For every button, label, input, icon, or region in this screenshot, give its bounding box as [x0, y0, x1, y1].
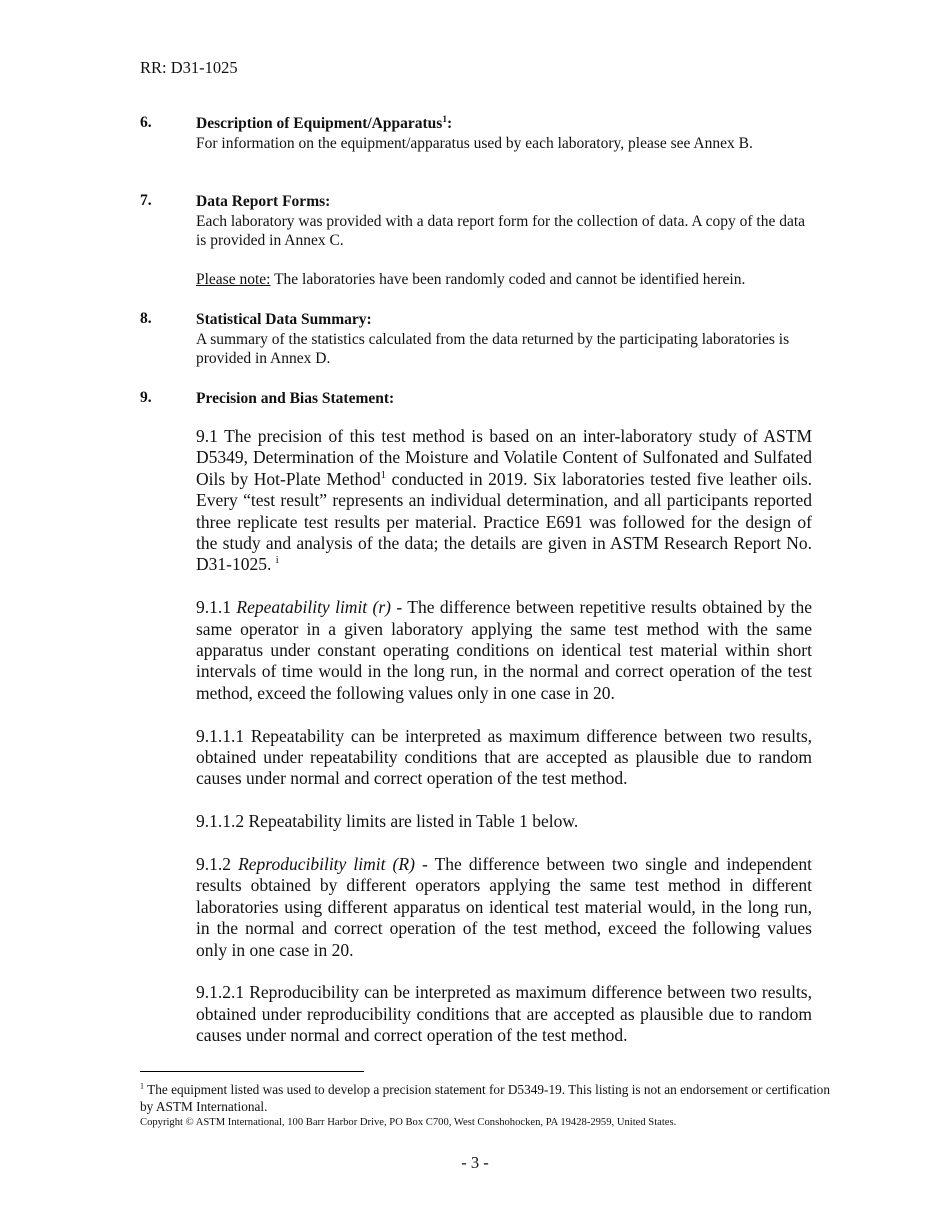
section-6: [140, 114, 812, 153]
section-body: Each laboratory was provided with a data report form for the collection of data. A copy of the data is provided in Annex C.: [196, 212, 806, 249]
paragraph-9-1-2: 9.1.2 Reproducibility limit (R) - The difference between two single and independent results obtained by different operators applying the same test method in different laboratories using different apparatus on identical test material would, in the long run, in the normal and correct operation of the test method, exceed the following values only in one case in 20.: [196, 854, 813, 960]
paragraph-9-1: 9.1 The precision of this test method is based on an inter-laboratory study of ASTM D5349, Determination of the Moisture and Volatile Content of Sulfonated and Sulfated Oils by Hot-Plate Method$^1$ conducted in 2019. Six laboratories tested five leather oils. Every “test result” represents an individual determination, and all participants reported three replicate test results per material. Practice E691 was followed for the design of the study and analysis of the data; the details are given in ASTM Research Report No. D31-1025. $^i$: [196, 426, 813, 575]
paragraph-9-1-2-1: 9.1.2.1 Reproducibility can be interpreted as maximum difference between two results, obtained under reproducibility conditions that are accepted as plausible due to random causes under normal and correct operation of the test method.: [196, 982, 812, 1046]
section-title: Precision and Bias Statement:: [196, 390, 395, 407]
footnote-divider: [140, 1071, 364, 1072]
section-9: [140, 389, 812, 409]
report-header: RR: D31-1025: [140, 58, 238, 77]
paragraph-9-1-1-1: 9.1.1.1 Repeatability can be interpreted as maximum difference between two results, obtained under repeatability conditions that are accepted as plausible due to random causes under normal and correct operation of the test method.: [196, 725, 812, 789]
endnote-ref: i: [275, 555, 279, 567]
section-body: A summary of the statistics calculated from the data returned by the participating laboratories is provided in Annex D.: [196, 330, 790, 367]
footnote: $^1$ The equipment listed was used to develop a precision statement for D5349-19. This listing is not an endorsement or certification by ASTM International.: [140, 1081, 830, 1114]
section-title: Statistical Data Summary:: [196, 311, 372, 328]
section-number: 6.: [140, 114, 152, 131]
precision-statement: [140, 426, 812, 1068]
section-title: Data Report Forms:: [196, 193, 331, 210]
section-body: For information on the equipment/apparatus used by each laboratory, please see Annex B.: [196, 134, 753, 152]
section-7: [140, 192, 812, 289]
section-title: Description of Equipment/Apparatus$^1$:: [196, 114, 453, 132]
copyright-notice: Copyright © ASTM International, 100 Barr Harbor Drive, PO Box C700, West Conshohocken, PA 19428-2959, United States.: [140, 1117, 677, 1128]
section-note: Please note: The laboratories have been randomly coded and cannot be identified herein.: [196, 270, 746, 288]
footnote-ref: 1: [442, 114, 447, 125]
section-8: [140, 310, 812, 369]
section-number: 7.: [140, 192, 152, 209]
paragraph-9-1-1-2: 9.1.1.2 Repeatability limits are listed in Table 1 below.: [196, 811, 579, 832]
section-number: 9.: [140, 389, 152, 406]
footnote-ref: 1: [380, 469, 387, 481]
page-number: - 3 -: [461, 1153, 489, 1172]
section-number: 8.: [140, 310, 152, 327]
paragraph-9-1-1: 9.1.1 Repeatability limit (r) - The difference between repetitive results obtained by the same operator in a given laboratory applying the same test method with the same apparatus under constant operating conditions on identical test material within short intervals of time would in the long run, in the normal and correct operation of the test method, exceed the following values only in one case in 20.: [196, 597, 812, 703]
